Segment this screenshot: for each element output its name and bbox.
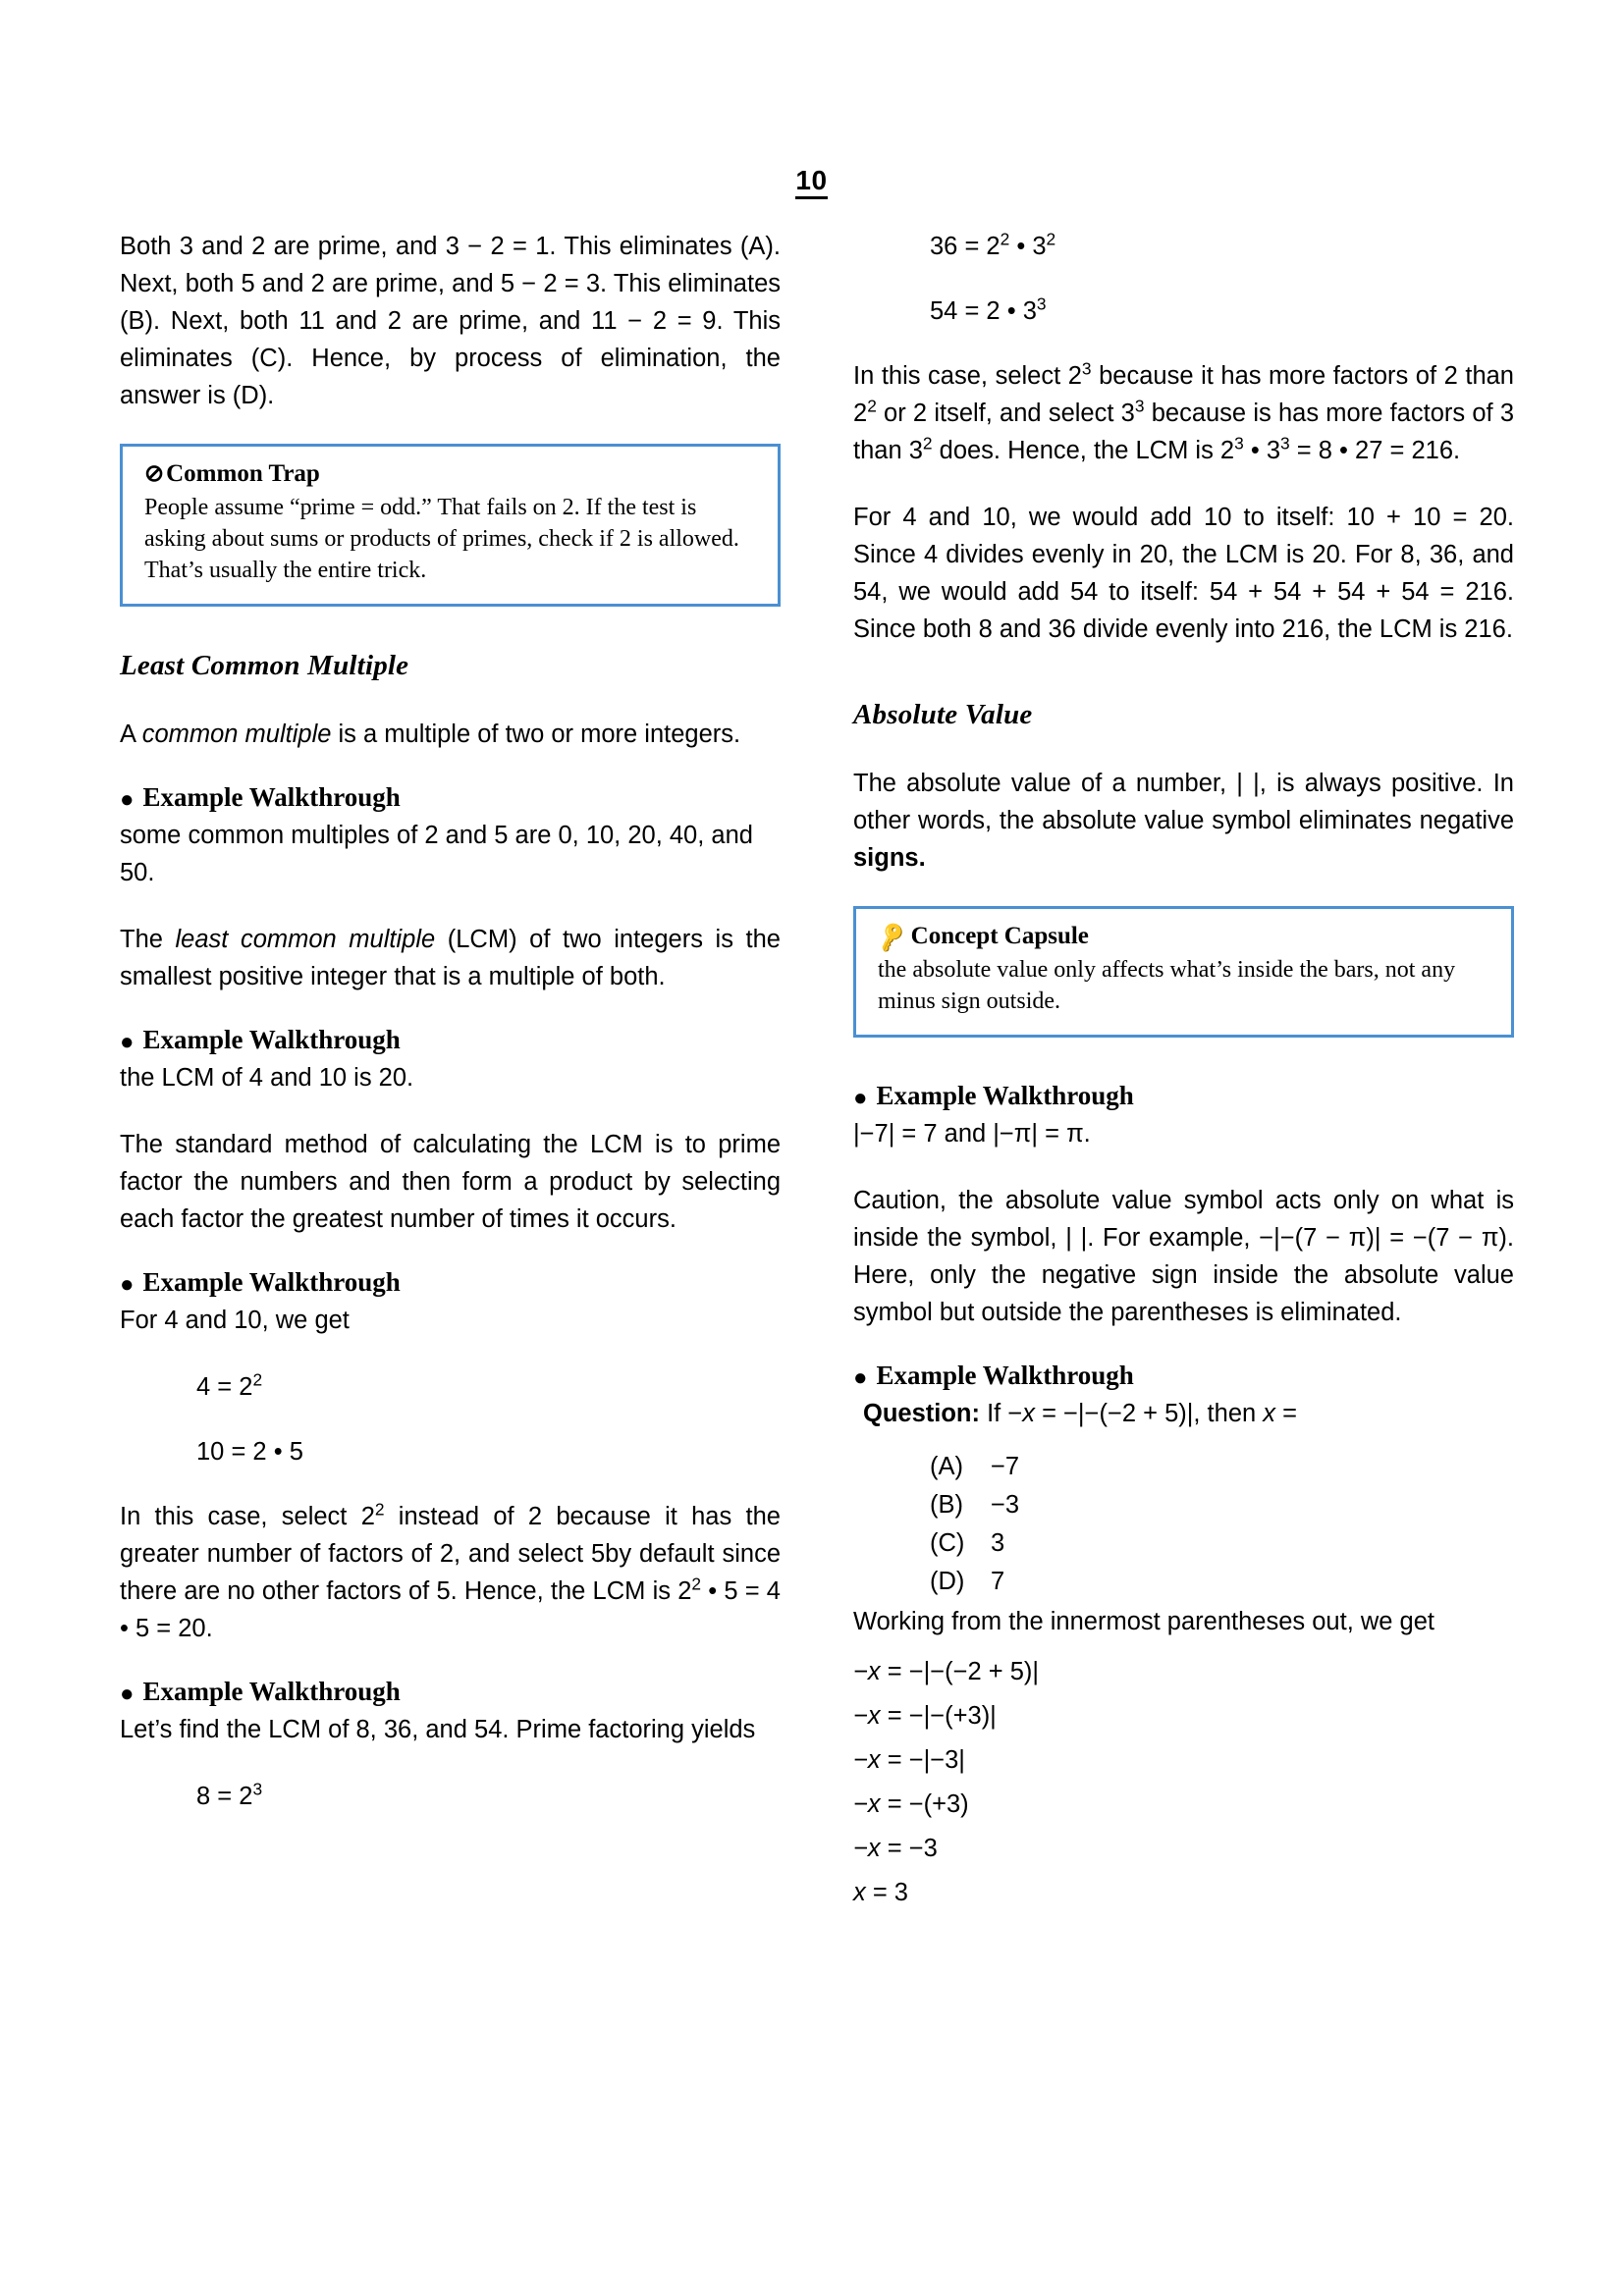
equation-exponent-b: 2 [1046, 229, 1056, 249]
intro-paragraph: Both 3 and 2 are prime, and 3 − 2 = 1. This eliminates (A). Next, both 5 and 2 are prime, and 5 − 2 = 3. This eliminates (B). Next, both 11 and 2 are prime, and 11 − 2 = 9. This eliminates (C). Hence, by process of elimination, the answer is (D). [120, 233, 781, 409]
sel-sup-d: 2 [922, 433, 933, 454]
equation-part-a: 54 = 2 • 3 [930, 297, 1037, 325]
select-sup-b: 2 [691, 1574, 702, 1594]
equation-exponent-a: 2 [1000, 229, 1010, 249]
answer-choice[interactable] [930, 1524, 1514, 1563]
walkthrough-label-5: Example Walkthrough [876, 1081, 1134, 1110]
example-walkthrough-heading-5 [853, 1081, 1514, 1111]
example-walkthrough-heading-4 [120, 1677, 781, 1707]
step-expression: = −|−(−2 + 5)| [880, 1658, 1040, 1685]
sel-e: does. Hence, the LCM is 2 [932, 437, 1235, 464]
concept-capsule-callout [853, 906, 1514, 1038]
sel-c: or 2 itself, and select 3 [876, 400, 1135, 427]
equation-exponent-a: 3 [1036, 294, 1047, 314]
choice-value: 7 [991, 1568, 1005, 1595]
concept-capsule-title-text: Concept Capsule [910, 923, 1089, 949]
walkthrough-body-3: For 4 and 10, we get [120, 1307, 350, 1334]
step-variable: −x [853, 1746, 881, 1774]
speech-bubble-icon: ● [853, 1086, 868, 1111]
def-pre: A [120, 721, 142, 748]
answer-choice[interactable] [930, 1486, 1514, 1524]
section-heading-least-common-multiple: Least Common Multiple [120, 650, 409, 681]
choice-value: −3 [991, 1491, 1020, 1519]
equation-lhs: 10 = 2 • 5 [196, 1438, 303, 1466]
lcm-definition [120, 921, 781, 995]
question-text-b: = −|−(−2 + 5)|, then [1034, 1400, 1264, 1427]
walkthrough-label-2: Example Walkthrough [142, 1025, 401, 1054]
question-label: Question: [863, 1400, 980, 1427]
equation-part-b: • 3 [1009, 233, 1047, 260]
answer-choice[interactable] [930, 1563, 1514, 1601]
choice-value: −7 [991, 1453, 1020, 1480]
equation-lhs: 4 = 2 [196, 1373, 253, 1401]
question-variable-2: x [1263, 1400, 1276, 1427]
solution-step [853, 1783, 1514, 1827]
section-heading-absolute-value: Absolute Value [853, 699, 1033, 730]
abs-intro-pre: The absolute value of a number, | |, is always positive. In other words, the absolute value symbol eliminates negative [853, 770, 1514, 834]
step-variable: −x [853, 1702, 881, 1730]
common-trap-callout [120, 444, 781, 607]
left-column [120, 228, 781, 1915]
walkthrough-body-2: the LCM of 4 and 10 is 20. [120, 1064, 414, 1092]
def-post: is a multiple of two or more integers. [331, 721, 741, 748]
speech-bubble-icon: ● [120, 1030, 135, 1055]
walkthrough-label-1: Example Walkthrough [142, 782, 401, 812]
select-cubed-paragraph [853, 357, 1514, 469]
prohibition-icon: ⊘ [144, 461, 165, 487]
choice-label: (A) [930, 1453, 963, 1480]
page-number: 10 [0, 165, 1623, 196]
caution-paragraph: Caution, the absolute value symbol acts only on what is inside the symbol, | |. For example, −|−(7 − π)| = −(7 − π). Here, only the negative sign inside the absolute value symbol but outside the parentheses is eliminated. [853, 1187, 1514, 1326]
sel-sup-b: 2 [867, 396, 877, 416]
example-walkthrough-heading-6 [853, 1361, 1514, 1391]
equation-exponent: 2 [252, 1369, 263, 1390]
speech-bubble-icon: ● [120, 1682, 135, 1707]
sel-sup-f: 3 [1280, 433, 1290, 454]
sel-b: because it has more factors of 2 than 2 [853, 362, 1514, 427]
sel-sup-a: 3 [1081, 358, 1092, 379]
solution-steps [853, 1650, 1514, 1915]
walkthrough-label-6: Example Walkthrough [876, 1361, 1134, 1390]
question-line [853, 1395, 1514, 1432]
question-text-a: If − [980, 1400, 1023, 1427]
def-italic-term: common multiple [141, 721, 332, 748]
walkthrough-label-4: Example Walkthrough [142, 1677, 401, 1706]
equation-10-equals-2-times-5 [120, 1433, 781, 1470]
walkthrough-body-4: Let’s find the LCM of 8, 36, and 54. Prime factoring yields [120, 1716, 756, 1743]
select-part-a: In this case, select 2 [120, 1503, 375, 1530]
sel-g: = 8 • 27 = 216. [1289, 437, 1461, 464]
right-column [853, 228, 1514, 1915]
walkthrough-body-1: some common multiples of 2 and 5 are 0, 10, 20, 40, and 50. [120, 822, 753, 886]
select-part-b: instead of 2 because it has the greater number of factors of 2, and select 5by default since there are no other factors of 5. Hence, the LCM is 2 [120, 1503, 781, 1605]
sel-a: In this case, select 2 [853, 362, 1082, 390]
select-part-c: • 5 = 4 • 5 = 20. [120, 1577, 781, 1642]
lcm-def-post: (LCM) of two integers is the smallest positive integer that is a multiple of both. [120, 926, 781, 990]
choice-label: (D) [930, 1568, 965, 1595]
sel-d: because is has more factors of 3 than 3 [853, 400, 1514, 464]
standard-method-paragraph: The standard method of calculating the LCM is to prime factor the numbers and then form a product by selecting each factor the greatest number of times it occurs. [120, 1131, 781, 1233]
common-multiple-definition [120, 716, 781, 753]
speech-bubble-icon: ● [120, 1272, 135, 1298]
step-expression: = −3 [880, 1835, 938, 1862]
equation-8-equals-2-cubed [120, 1778, 781, 1815]
solution-step [853, 1738, 1514, 1783]
speech-bubble-icon: ● [120, 787, 135, 813]
select-sup-a: 2 [374, 1499, 385, 1520]
sel-sup-e: 3 [1234, 433, 1244, 454]
step-expression: = −(+3) [880, 1790, 969, 1818]
key-icon: 🔑 [874, 920, 910, 954]
lcm-def-italic-term: least common multiple [175, 926, 436, 953]
step-expression: = −|−3| [880, 1746, 965, 1774]
absolute-value-intro [853, 765, 1514, 877]
answer-choices [853, 1448, 1514, 1601]
choice-label: (C) [930, 1529, 965, 1557]
sel-sup-c: 3 [1134, 396, 1145, 416]
step-variable: x [853, 1879, 866, 1906]
example-walkthrough-heading-3 [120, 1267, 781, 1298]
concept-capsule-title [874, 920, 1489, 954]
solution-step-final [853, 1871, 1514, 1915]
solution-step [853, 1694, 1514, 1738]
question-variable-1: x [1022, 1400, 1035, 1427]
walkthrough-body-5: |−7| = 7 and |−π| = π. [853, 1120, 1091, 1148]
select-squared-paragraph [120, 1498, 781, 1647]
step-variable: −x [853, 1835, 881, 1862]
working-intro: Working from the innermost parentheses out, we get [853, 1608, 1434, 1635]
example-walkthrough-heading-2 [120, 1025, 781, 1055]
solution-step [853, 1650, 1514, 1694]
common-trap-title [144, 460, 756, 488]
abs-intro-bold: signs. [853, 844, 926, 872]
common-trap-title-text: Common Trap [166, 460, 320, 487]
equation-4-equals-2-squared [120, 1368, 781, 1406]
choice-label: (B) [930, 1491, 963, 1519]
choice-value: 3 [991, 1529, 1005, 1557]
question-text-c: = [1275, 1400, 1297, 1427]
step-expression: = −|−(+3)| [880, 1702, 997, 1730]
adding-method-paragraph: For 4 and 10, we would add 10 to itself: 10 + 10 = 20. Since 4 divides evenly in 20, the LCM is 20. For 8, 36, and 54, we would add 54 to itself: 54 + 54 + 54 + 54 = 216. Since both 8 and 36 divide evenly into 216, the LCM is 216. [853, 504, 1514, 643]
walkthrough-label-3: Example Walkthrough [142, 1267, 401, 1297]
answer-choice[interactable] [930, 1448, 1514, 1486]
concept-capsule-body: the absolute value only affects what’s inside the bars, not any minus sign outside. [878, 957, 1456, 1014]
example-walkthrough-heading-1 [120, 782, 781, 813]
equation-36-factorization [853, 228, 1514, 265]
equation-exponent: 3 [252, 1779, 263, 1799]
lcm-def-pre: The [120, 926, 176, 953]
equation-lhs: 8 = 2 [196, 1783, 253, 1810]
solution-step [853, 1827, 1514, 1871]
speech-bubble-icon: ● [853, 1365, 868, 1391]
step-expression: = 3 [865, 1879, 908, 1906]
step-variable: −x [853, 1658, 881, 1685]
equation-54-factorization [853, 293, 1514, 330]
equation-part-a: 36 = 2 [930, 233, 1001, 260]
two-column-layout [120, 228, 1514, 1915]
sel-f: • 3 [1243, 437, 1281, 464]
common-trap-body: People assume “prime = odd.” That fails on 2. If the test is asking about sums or products of primes, check if 2 is allowed. That’s usually the entire trick. [144, 495, 739, 583]
step-variable: −x [853, 1790, 881, 1818]
